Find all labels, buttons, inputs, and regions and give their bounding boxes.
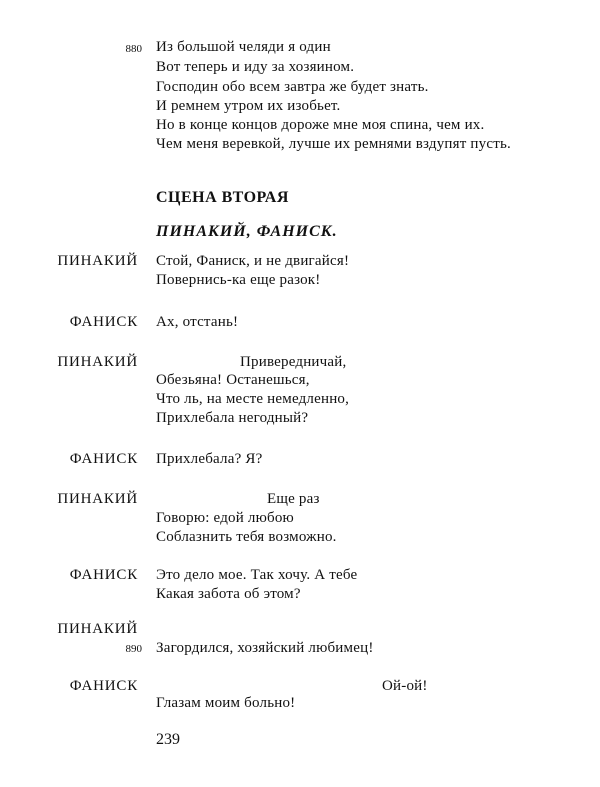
- dialogue-line: Глазам моим больно!: [156, 695, 296, 711]
- dialogue-line: Какая забота об этом?: [156, 586, 301, 602]
- verse-line: Из большой челяди я один: [156, 39, 331, 55]
- dialogue-line: Говорю: едой любою: [156, 510, 294, 526]
- dialogue-line: Это дело мое. Так хочу. А тебе: [156, 567, 358, 583]
- dialogue-line: Что ль, на месте немедленно,: [156, 391, 350, 407]
- speaker-name: ПИНАКИЙ: [57, 354, 138, 370]
- verse-line-number: 890: [125, 643, 142, 655]
- dialogue-line: Повернись-ка еще разок!: [156, 272, 321, 288]
- dialogue-line: Загордился, хозяйский любимец!: [156, 640, 374, 656]
- dialogue-line: Привередничай,: [240, 354, 347, 370]
- scene-cast: ПИНАКИЙ, ФАНИСК.: [156, 223, 338, 240]
- dialogue-line: Прихлебала? Я?: [156, 451, 263, 467]
- page-number: 239: [156, 731, 180, 748]
- dialogue-line: Стой, Фаниск, и не двигайся!: [156, 253, 350, 269]
- verse-line: Чем меня веревкой, лучше их ремнями вздупят пусть.: [156, 136, 511, 152]
- speaker-name: ФАНИСК: [69, 314, 138, 330]
- verse-line: И ремнем утром их изобьет.: [156, 98, 341, 114]
- dialogue-line: Обезьяна! Останешься,: [156, 372, 310, 388]
- verse-line: Но в конце концов дороже мне моя спина, чем их.: [156, 117, 485, 133]
- scene-heading: СЦЕНА ВТОРАЯ: [156, 189, 289, 206]
- verse-line-number: 880: [125, 43, 142, 55]
- verse-line: Вот теперь и иду за хозяином.: [156, 59, 355, 75]
- verse-line: Господин обо всем завтра же будет знать.: [156, 79, 429, 95]
- speaker-name: ПИНАКИЙ: [57, 491, 138, 507]
- dialogue-line: Прихлебала негодный?: [156, 410, 309, 426]
- dialogue-line: Соблазнить тебя возможно.: [156, 529, 337, 545]
- dialogue-line: Ой-ой!: [382, 678, 428, 694]
- speaker-name: ФАНИСК: [69, 678, 138, 694]
- speaker-name: ФАНИСК: [69, 451, 138, 467]
- dialogue-line: Ах, отстань!: [156, 314, 239, 330]
- speaker-name: ПИНАКИЙ: [57, 253, 138, 269]
- speaker-name: ПИНАКИЙ: [57, 621, 138, 637]
- dialogue-line: Еще раз: [267, 491, 320, 507]
- speaker-name: ФАНИСК: [69, 567, 138, 583]
